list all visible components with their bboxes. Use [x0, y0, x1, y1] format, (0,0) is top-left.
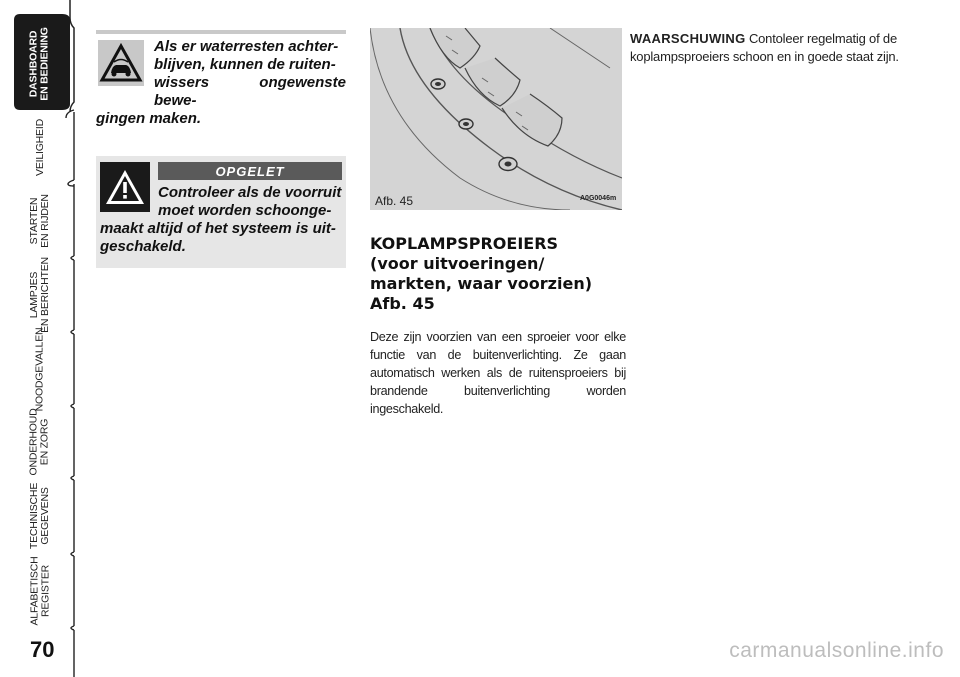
tab-starten[interactable]: STARTEN EN RIJDEN	[28, 194, 51, 248]
tab-technische[interactable]: TECHNISCHE GEGEVENS	[28, 482, 52, 550]
caution-header: OPGELET	[158, 162, 342, 180]
tab-noodgevallen[interactable]: NOODGEVALLEN	[33, 327, 46, 411]
wiper-note	[96, 30, 346, 127]
caution-box	[96, 156, 346, 268]
tab-lampjes[interactable]: LAMPJES EN BERICHTEN	[28, 257, 51, 333]
warning-text: Contoleer regelmatig of de koplampsproeiers schoon en in goede staat zijn.	[630, 31, 899, 64]
warning-paragraph	[630, 30, 900, 66]
watermark: carmanualsonline.info	[729, 639, 944, 662]
tab-onderhoud[interactable]: ONDERHOUD EN ZORG	[28, 408, 52, 476]
wiper-note-text: Als er waterresten achter- blijven, kunnen de ruiten- wissers ongewenste bewe- gingen maken.	[96, 38, 346, 127]
warning-label: WAARSCHUWING	[630, 31, 746, 46]
tab-dashboard[interactable]: DASHBOARD EN BEDIENING	[28, 27, 52, 101]
section-title: KOPLAMPSPROEIERS (voor uitvoeringen/ markten, waar voorzien) Afb. 45	[370, 234, 593, 313]
figure-code: A0G0046m	[580, 195, 617, 202]
headlamp-illustration	[370, 28, 622, 210]
section-tabs	[0, 0, 80, 677]
note-rule	[96, 30, 346, 34]
tab-alfabetisch[interactable]: ALFABETISCH REGISTER	[28, 556, 51, 626]
section-body: Deze zijn voorzien van een sproeier voor elke functie van de buitenverlichting. Ze gaan automatisch werken als de ruitensproeiers bij brandende buitenverlichting worden ingeschakeld.	[370, 330, 626, 416]
figure-caption: Afb. 45	[375, 194, 414, 208]
tab-veiligheid[interactable]: VEILIGHEID	[33, 118, 46, 176]
caution-text: Controleer als de voorruit moet worden schoonge- maakt altijd of het systeem is uit- geschakeld.	[100, 184, 342, 255]
page-number: 70	[30, 637, 55, 662]
headlamp-washer-figure	[370, 28, 622, 210]
